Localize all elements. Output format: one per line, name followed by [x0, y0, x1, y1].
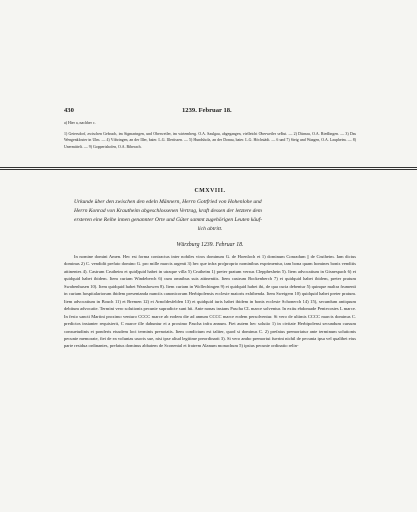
footnotes-block	[64, 120, 356, 150]
footnote-numbered: 1) Geiersdorf, zwischen Gebrach, im Sigmaringen, und Oberweiler, im wirtemberg. O.A. Saulgau, abgegangen, vielleicht Oberweiler selbst. — 2) Dürnau, O.A. Riedlingen. — 3) Das Wengenkloster in Ulm. — 4) Vöhringen, an der Iller, baier. L.G. Illertissen. — 5) Hundsholz, an der Donau, baier. L.G. Höchstädt. — 6 und 7) Steig und Waagen, O.A. Laupheim. — 8) Unermittelt. — 9) Goppertshofen, O.A. Biberach.	[64, 131, 356, 149]
charter-paragraph: In nomine domini Amen. Hec est forma contractus inter nobiles viros dominum G. de Hoenloch et 1) dominum Conradum || de Crutheim. Iam dictus dominus 2) C. vendidit prefato domino G. pro mille marcis argenti 3) hec que infra pro|proprio nominibus exprimentur, tam bona quam homines bonis venditis attinentes 4). Castrum Crutheim et quid|quid habet in utraque villa 5) Crutheim 1) preter pratum versus Cleppheshein 5). Item advocatium in Gisnespach 6) et quidquid habet ibidem. Item curiam Windeberch 6) cum omnibus suis attinentiis. Item castrum Bockenberch 7) et quidquid habet ibidem, preter pratum Swabenhusen 10). Item quidquid habet Wanshowen 8). Item curiam in Wollechingen 9) et quidquid habet ibi, de qua curia debentur 5) quinque maltra frumenti in curiam hospitalariorum ibidem presentanda nunciis canonicorum Herbipolensis ecclesie maioris exhibenda. Item Sweigern 10) quidquid habet preter pratum. Item advocatium in Bouch 11) et Bremen 12) et Arnoldesfelden 13) et quidquid iuris habet ibidem in bonis ecclesie Schonerch 14) 15), secundum antiquum debitum advocatie. Termini vero solutionis pecunie supradicte sunt hii. Ante nonas instans Pascha CL marce solventur. In exitu ebdomade Pentecostes L marce. In festo sancti Martini proximo venturo CCCC marce ab eodem die ad annum CCCC marce eodem persolventur. Si vero de ultimis CCCC marcis dominus C. predictos instanter requisierit, C marce ille dabuntur ei a proximo Pascha infra annum. Fiet autem hec solutio 1) in civitate Herbipolensi secundum cursum consuetudinis et ponderis eiusdem loci terminis prenotatis. Item condictum est taliter, quod si dominus C. 2) prefatus premoriatur ante terminum solutionis pecunie memorate, fiet de ea voluntas uxoris sue, nisi ipse aliud legitime preordinarit 3). Si vero ambo premortui fuerint nichil de pecunia ipsa vel qualibet eius parte residua ordinantes, prefatus dominus abbatem de Sconental et fratrem Alanum monachum 5) ipsius pecunie ordinatio relin-	[64, 254, 356, 349]
regest-line: lich abtritt.	[197, 226, 223, 232]
document-number: CMXVIII.	[194, 188, 226, 194]
charter-text	[64, 253, 356, 350]
regest-line: Urkunde über den zwischen den edeln Männern, Herrn Gottfried von Hohenlohe und	[74, 199, 262, 205]
regest-line: Herrn Konrad von Krautheim abgeschlossenen Vertrag, kraft dessen der letztere dem	[74, 208, 262, 214]
footnote-a: a) Hier a, nachher c.	[64, 121, 96, 125]
separator-rule-upper	[0, 167, 417, 168]
regest-line: ersteren eine Reihe innen genannter Orte und Güter sammt zugehörigen Leuten käuf-	[74, 217, 263, 223]
page-number: 430	[64, 107, 74, 114]
dateline: Würzburg 1239. Februar 18.	[176, 242, 244, 248]
running-title: 1239. Februar 18.	[182, 107, 232, 114]
separator-rule-lower	[0, 169, 417, 170]
regest-summary	[74, 198, 346, 234]
